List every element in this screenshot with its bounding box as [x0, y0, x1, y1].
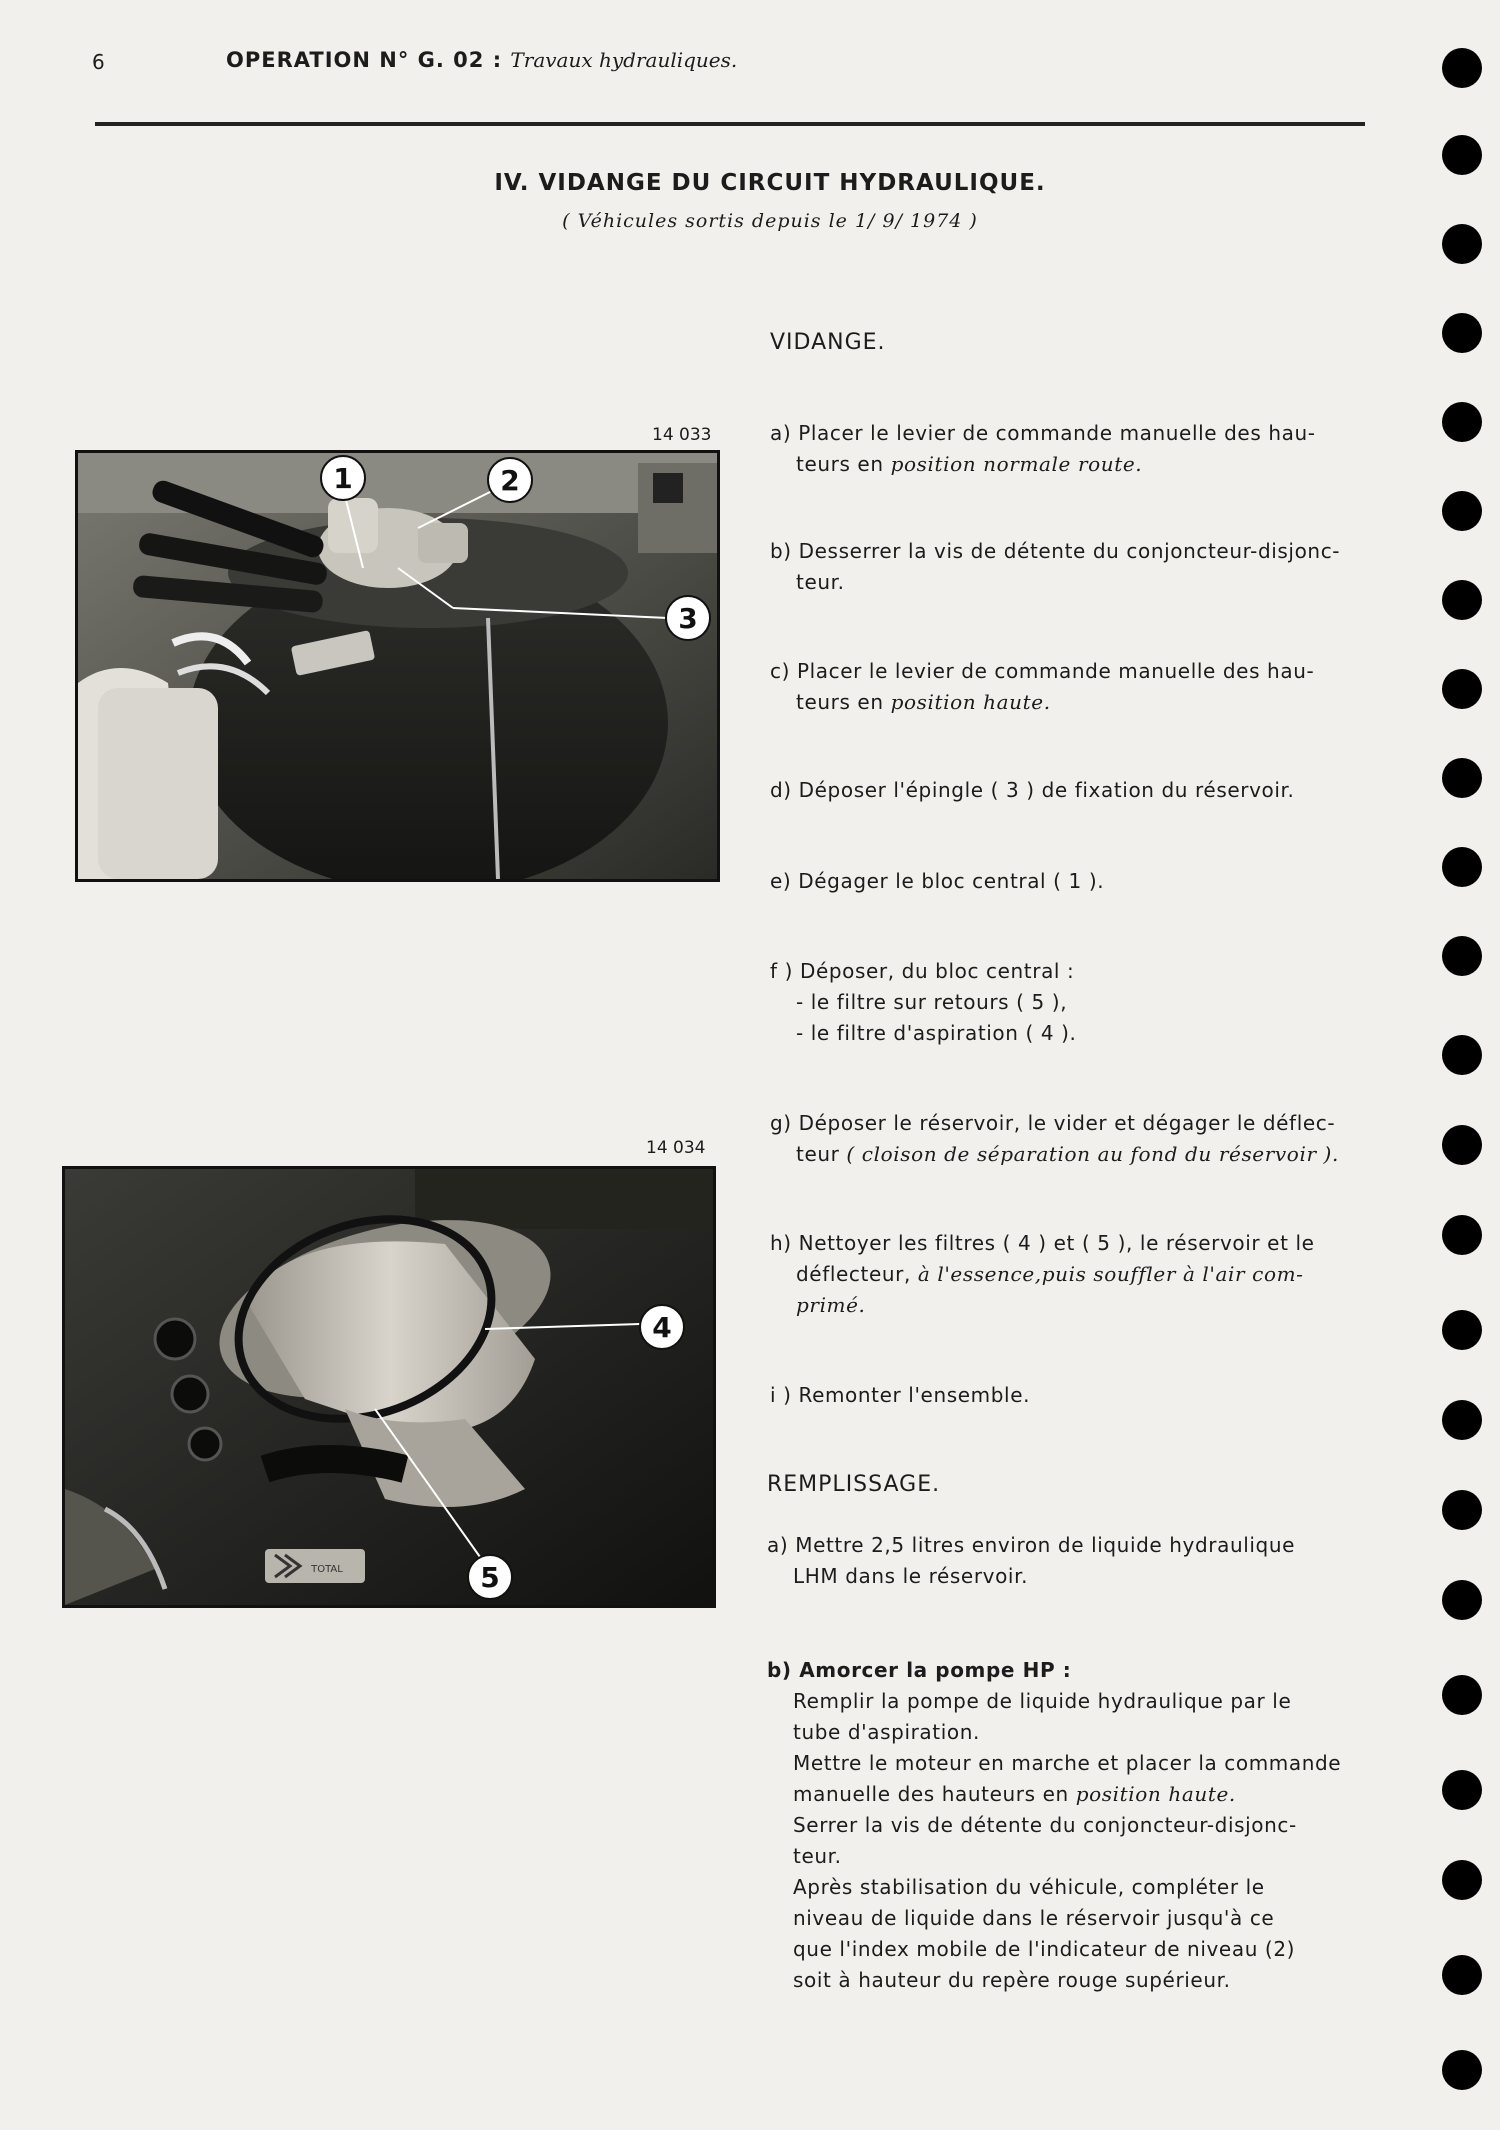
step-h-line1: h) Nettoyer les filtres ( 4 ) et ( 5 ), le réservoir et le	[770, 1231, 1315, 1255]
heading-vidange: VIDANGE.	[770, 330, 886, 355]
step-vidange-h	[770, 1228, 1370, 1321]
step-b-line1: b) Desserrer la vis de détente du conjoncteur-disjonc-	[770, 539, 1341, 563]
rempl-a-line1: a) Mettre 2,5 litres environ de liquide hydraulique	[767, 1533, 1296, 1557]
step-f-line1: f ) Déposer, du bloc central :	[770, 959, 1075, 983]
binder-hole	[1442, 847, 1482, 887]
step-f-line3: - le filtre d'aspiration ( 4 ).	[796, 1021, 1077, 1045]
rempl-b-l8: niveau de liquide dans le réservoir jusqu'à ce	[793, 1906, 1275, 1930]
step-h-line2	[770, 1259, 1370, 1290]
rempl-b-l4a: manuelle des hauteurs en	[793, 1782, 1076, 1806]
rempl-b-l10: soit à hauteur du repère rouge supérieur.	[793, 1968, 1231, 1992]
step-b-line2: teur.	[796, 570, 845, 594]
callout-4-label: 4	[652, 1311, 672, 1344]
binder-hole	[1442, 2050, 1482, 2090]
heading-remplissage: REMPLISSAGE.	[767, 1472, 941, 1497]
step-c-emphasis: position haute.	[890, 690, 1051, 714]
photo-filters-drawing	[65, 1169, 713, 1605]
step-vidange-b	[770, 536, 1370, 598]
binder-hole	[1442, 1580, 1482, 1620]
binder-hole	[1442, 1215, 1482, 1255]
label-total: TOTAL	[311, 1564, 343, 1575]
binder-hole	[1442, 580, 1482, 620]
figure-code-2: 14 034	[646, 1138, 706, 1158]
section-title: IV. VIDANGE DU CIRCUIT HYDRAULIQUE.	[494, 170, 1046, 196]
binder-hole	[1442, 1675, 1482, 1715]
binder-hole	[1442, 135, 1482, 175]
step-vidange-c	[770, 656, 1370, 718]
figure-code-1: 14 033	[652, 425, 712, 445]
rempl-b-title: b) Amorcer la pompe HP :	[767, 1658, 1072, 1682]
rempl-b-l9: que l'index mobile de l'indicateur de niveau (2)	[793, 1937, 1296, 1961]
step-g-cont: teur	[796, 1142, 847, 1166]
step-vidange-e: e) Dégager le bloc central ( 1 ).	[770, 869, 1105, 893]
binder-hole	[1442, 1490, 1482, 1530]
callout-5-label: 5	[480, 1561, 500, 1594]
step-a-emphasis: position normale route.	[890, 452, 1143, 476]
callout-2-label: 2	[500, 464, 520, 497]
step-g-line1: g) Déposer le réservoir, le vider et dégager le déflec-	[770, 1111, 1336, 1135]
operation-subject: Travaux hydrauliques.	[510, 48, 738, 72]
step-vidange-d: d) Déposer l'épingle ( 3 ) de fixation du réservoir.	[770, 778, 1295, 802]
step-vidange-g	[770, 1108, 1370, 1170]
step-vidange-a	[770, 418, 1370, 480]
binder-hole	[1442, 1310, 1482, 1350]
header-rule	[95, 122, 1365, 126]
step-c-cont: teurs en	[796, 690, 891, 714]
rempl-b-l4	[767, 1779, 1367, 1810]
binder-hole	[1442, 402, 1482, 442]
operation-code: OPERATION N° G. 02 :	[226, 48, 503, 72]
step-g-emphasis: ( cloison de séparation au fond du réservoir ).	[846, 1142, 1339, 1166]
binder-hole	[1442, 1035, 1482, 1075]
step-a-line2	[770, 449, 1370, 480]
binder-hole	[1442, 1860, 1482, 1900]
step-h-emphasis: à l'essence,puis souffler à l'air com-	[917, 1262, 1304, 1286]
binder-hole	[1442, 224, 1482, 264]
binder-hole	[1442, 491, 1482, 531]
callout-1-label: 1	[333, 462, 353, 495]
binder-hole	[1442, 313, 1482, 353]
photo-filters	[62, 1166, 716, 1608]
page-number: 6	[92, 50, 105, 74]
step-h-cont: déflecteur,	[796, 1262, 918, 1286]
rempl-b-l4-emphasis: position haute.	[1075, 1782, 1236, 1806]
step-remplissage-b	[767, 1655, 1367, 1996]
step-g-line2	[770, 1139, 1370, 1170]
rempl-b-l1: Remplir la pompe de liquide hydraulique par le	[793, 1689, 1292, 1713]
photo-reservoir-drawing	[78, 453, 717, 879]
rempl-b-l7: Après stabilisation du véhicule, compléter le	[793, 1875, 1265, 1899]
step-h-line3: primé.	[796, 1293, 866, 1317]
binder-hole	[1442, 48, 1482, 88]
binder-hole	[1442, 1770, 1482, 1810]
operation-title	[226, 48, 737, 72]
binder-hole	[1442, 1400, 1482, 1440]
binder-hole	[1442, 936, 1482, 976]
step-c-line2	[770, 687, 1370, 718]
step-a-cont: teurs en	[796, 452, 891, 476]
rempl-a-line2: LHM dans le réservoir.	[793, 1564, 1029, 1588]
binder-hole	[1442, 669, 1482, 709]
rempl-b-l5: Serrer la vis de détente du conjoncteur-disjonc-	[793, 1813, 1297, 1837]
step-vidange-f	[770, 956, 1370, 1049]
step-a-line1: a) Placer le levier de commande manuelle des hau-	[770, 421, 1316, 445]
rempl-b-l2: tube d'aspiration.	[793, 1720, 980, 1744]
step-f-line2: - le filtre sur retours ( 5 ),	[796, 990, 1068, 1014]
photo-reservoir	[75, 450, 720, 882]
callout-3-label: 3	[678, 602, 698, 635]
step-remplissage-a	[767, 1530, 1367, 1592]
binder-hole	[1442, 758, 1482, 798]
step-vidange-i: i ) Remonter l'ensemble.	[770, 1383, 1031, 1407]
rempl-b-l6: teur.	[793, 1844, 842, 1868]
section-subtitle: ( Véhicules sortis depuis le 1/ 9/ 1974 )	[562, 210, 978, 232]
rempl-b-l3: Mettre le moteur en marche et placer la commande	[793, 1751, 1342, 1775]
binder-hole	[1442, 1125, 1482, 1165]
step-c-line1: c) Placer le levier de commande manuelle des hau-	[770, 659, 1315, 683]
binder-hole	[1442, 1955, 1482, 1995]
